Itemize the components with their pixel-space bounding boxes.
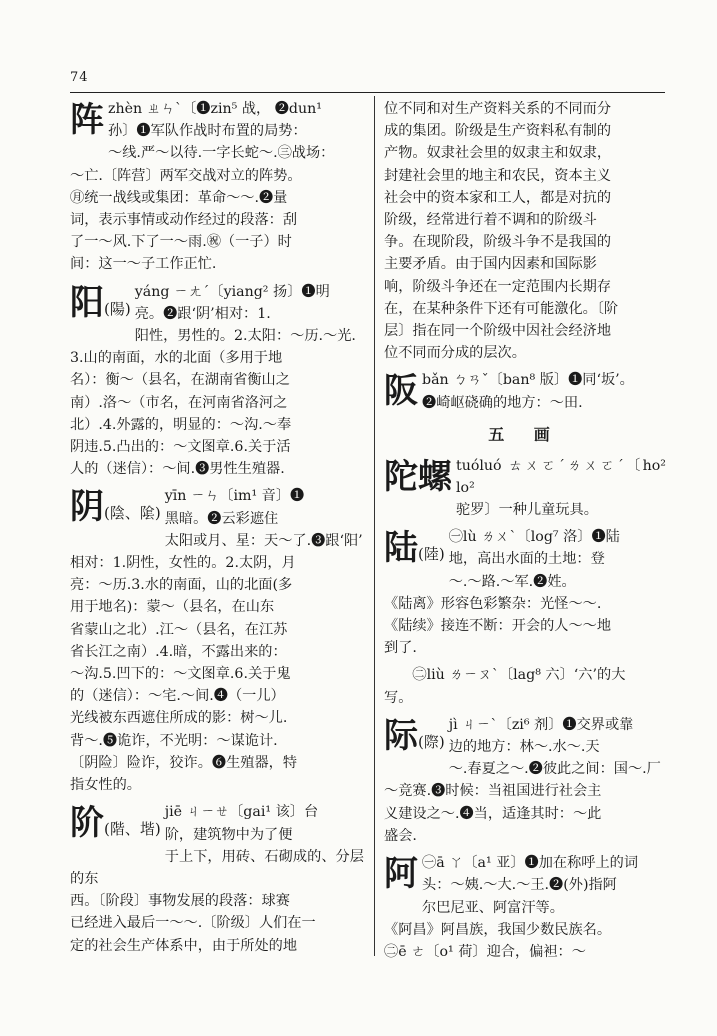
entry-line: 亮：～历.3.水的南面，山的北面(多 (70, 577, 293, 594)
entry-line: 背～.❺诡诈，不光明：～谋诡计. (70, 732, 278, 749)
headword: 际 (384, 715, 418, 756)
headword-block (384, 854, 418, 901)
entry-line: 用于地名)：蒙～（县名，在山东 (70, 599, 275, 616)
entry-line: ～沟.5.凹下的：～文图章.6.关于鬼 (70, 666, 291, 683)
continued-entry (384, 98, 666, 364)
entry-line: 3.山的南面，水的北面（多用于地 (70, 350, 283, 367)
entry-line: ㊁ē ㄜ〔o¹ 荷〕迎合，偏袒：～ (384, 943, 586, 960)
entry-line: 产物。奴隶社会里的奴隶主和奴隶， (384, 145, 612, 162)
entry-line: 社会中的资本家和工人，都是对抗的 (384, 189, 612, 206)
headword-variant: (際) (418, 732, 445, 751)
headword-block (70, 487, 161, 534)
entry-line: 尔巴尼亚、阿富汗等。 (422, 899, 564, 916)
entry-line: 太阳或月、星：天～了.❸跟‘阳’ (164, 532, 363, 549)
headword: 阿 (384, 854, 418, 895)
entry-line: 了一～风.下了一～雨.㊗（一子）时 (70, 234, 292, 251)
column-divider (374, 96, 375, 956)
headword-block (384, 371, 418, 418)
entry-line: 《阿昌》阿昌族，我国少数民族名。 (384, 921, 612, 938)
entry-line: jì ㄐㄧˋ〔zi⁶ 剂〕❶交界或靠 (448, 716, 634, 733)
entry-line: 的（迷信）：～宅.～间.❹（一儿） (70, 688, 285, 705)
entry-line: jiē ㄐㄧㄝ〔gai¹ 该〕台 (164, 804, 319, 821)
entry-line: ㊊统一战线或集团：革命～～.❷量 (70, 189, 288, 206)
section-heading: 五 画 (488, 425, 562, 445)
headword: 阪 (384, 371, 418, 412)
entry-line: ㊁liù ㄌㄧㄡˋ〔lag⁸ 六〕‘六’的大 (412, 667, 626, 684)
entry-line: 词，表示事情或动作经过的段落：刮 (70, 212, 298, 229)
headword-block (70, 283, 131, 330)
entry-line: 《陆离》形容色彩繁杂：光怪～～. (384, 595, 602, 612)
headword: 阶 (70, 803, 104, 844)
entry-line: 人的（迷信）：～间.❸男性生殖器. (70, 461, 285, 478)
headword-block (384, 716, 445, 763)
entry-line: 阴违.5.凸出的：～文图章.6.关于活 (70, 439, 291, 456)
left-column (70, 98, 364, 962)
entry-line: 地，高出水面的土地：登 (448, 551, 605, 568)
entry-line: ～线.严～以待.一字长蛇～.㊂战场： (108, 145, 335, 162)
entry-line: 《陆续》接连不断：开会的人～～地 (384, 618, 612, 635)
entry-line: 层〕指在同一个阶级中因社会经济地 (384, 323, 612, 340)
entry-line: 名）：衡～（县名，在湖南省衡山之 (70, 372, 290, 389)
entry-line: 主要矛盾。由于国内因素和国际影 (384, 256, 597, 273)
entry-line: 阶，建筑物中为了便 (164, 826, 293, 843)
dictionary-entry (384, 455, 666, 522)
entry-line: 头：～姨.～大.～王.❷(外)指阿 (422, 877, 617, 894)
dictionary-entry (70, 98, 364, 276)
entry-line: 孙〕❶军队作战时布置的局势： (108, 123, 307, 140)
entry-line: ㊀ā ㄚ〔a¹ 亚〕❶加在称呼上的词 (422, 855, 639, 872)
entry-line: 光线被东西遮住所成的影：树～儿. (70, 710, 288, 727)
entry-line: 写。 (384, 689, 413, 706)
entry-line: yīn ㄧㄣ〔im¹ 音〕❶ (164, 488, 305, 505)
entry-line: ❷崎岖硗确的地方：～田. (422, 394, 583, 411)
entry-line: 西。〔阶段〕事物发展的段落：球赛 (70, 893, 290, 910)
entry-line: 封建社会里的地主和农民，资本主义 (384, 167, 612, 184)
entry-line: bǎn ㄅㄢˇ〔ban⁸ 版〕❶同‘坂’。 (422, 372, 634, 389)
right-column (384, 98, 666, 968)
dictionary-entry (384, 852, 666, 963)
entry-line: ～亡.〔阵营〕两军交战对立的阵势。 (70, 167, 302, 184)
entry-line: 定的社会生产体系中，由于所处的地 (70, 937, 298, 954)
entry-line: 争。在现阶段，阶级斗争不是我国的 (384, 234, 612, 251)
headword-variant: (陽) (104, 299, 131, 318)
entry-line: 省长江之南）.4.暗，不露出来的： (70, 643, 287, 660)
entry-line: ～.～路.～军.❷姓。 (448, 573, 576, 590)
entry-line: 黑暗。❷云彩遮住 (164, 510, 279, 527)
entry-line: 已经进入最后一～～.〔阶级〕人们在一 (70, 915, 316, 932)
entry-line: 间：这一～子工作正忙. (70, 256, 217, 273)
entry-line: zhèn ㄓㄣˋ〔❶zin⁵ 战， ❷dun¹ (108, 101, 322, 117)
headword-block (70, 100, 104, 147)
entry-line: 位不同而分成的层次。 (384, 345, 526, 362)
dictionary-entry (70, 281, 364, 481)
dictionary-entry (384, 664, 666, 708)
dictionary-entry (70, 801, 364, 956)
headword-variant: (陸) (418, 545, 445, 564)
entry-line: 边的地方：林～.水～.天 (448, 739, 600, 756)
headword-block (384, 528, 445, 575)
dictionary-entry (384, 714, 666, 847)
entry-line: 南）.洛～（市名，在河南省洛河之 (70, 394, 288, 411)
entry-line: yáng ㄧㄤˊ〔yiang² 扬〕❶明 (134, 283, 330, 300)
entry-line: 亮。❷跟‘阴’相对：1. (134, 305, 271, 322)
entry-line: 省蒙山之北）.江～（县名，在江苏 (70, 621, 288, 638)
entry-line: 位不同和对生产资料关系的不同而分 (384, 101, 612, 117)
entry-line: 阶级，经常进行着不调和的阶级斗 (384, 212, 597, 229)
entry-line: ～竞赛.❸时候：当祖国进行社会主 (384, 783, 602, 800)
headword: 阵 (70, 100, 104, 140)
entry-line: 北）.4.外露的，明显的：～沟.～奉 (70, 416, 292, 433)
entry-line: 到了. (384, 640, 417, 657)
headword-block (70, 803, 161, 850)
entry-line: 义建设之～.❹当，适逢其时：～此 (384, 805, 602, 822)
headword-block (384, 457, 452, 504)
headword-variant: (階、堦) (104, 820, 161, 839)
dictionary-entry (384, 369, 666, 418)
headword-variant: (陰、隂) (104, 504, 161, 523)
header-rule (70, 92, 665, 93)
page-number: 74 (70, 70, 89, 85)
dictionary-entry (70, 485, 364, 796)
entry-line: 盛会. (384, 827, 417, 844)
headword: 陀螺 (384, 456, 452, 497)
entry-line: 驼罗〕一种儿童玩具。 (456, 502, 598, 519)
dictionary-entry (384, 526, 666, 659)
entry-line: 〔阴险〕险诈，狡诈。❻生殖器，特 (70, 754, 298, 771)
entry-line: ㊀lù ㄌㄨˋ〔log⁷ 洛〕❶陆 (448, 529, 620, 546)
entry-line: 成的集团。阶级是生产资料私有制的 (384, 123, 612, 140)
entry-line: ～.春夏之～.❷彼此之间：国～.厂 (448, 761, 661, 778)
headword: 阳 (70, 282, 104, 323)
headword: 陆 (384, 528, 418, 569)
entry-line: 响，阶级斗争还在一定范围内长期存 (384, 278, 612, 295)
entry-line: 相对：1.阴性，女性的。2.太阴，月 (70, 555, 296, 572)
entry-line: 在，在某种条件下还有可能激化。〔阶 (384, 300, 619, 317)
entry-line: 于上下，用砖、石砌成的、分层的东 (70, 848, 364, 887)
headword: 阴 (70, 487, 104, 528)
entry-line: 指女性的。 (70, 777, 141, 794)
entry-line: tuóluó ㄊㄨㄛˊㄌㄨㄛˊ〔ho² lo² (456, 457, 666, 496)
entry-line: 阳性，男性的。2.太阳：～历.～光. (134, 328, 356, 345)
